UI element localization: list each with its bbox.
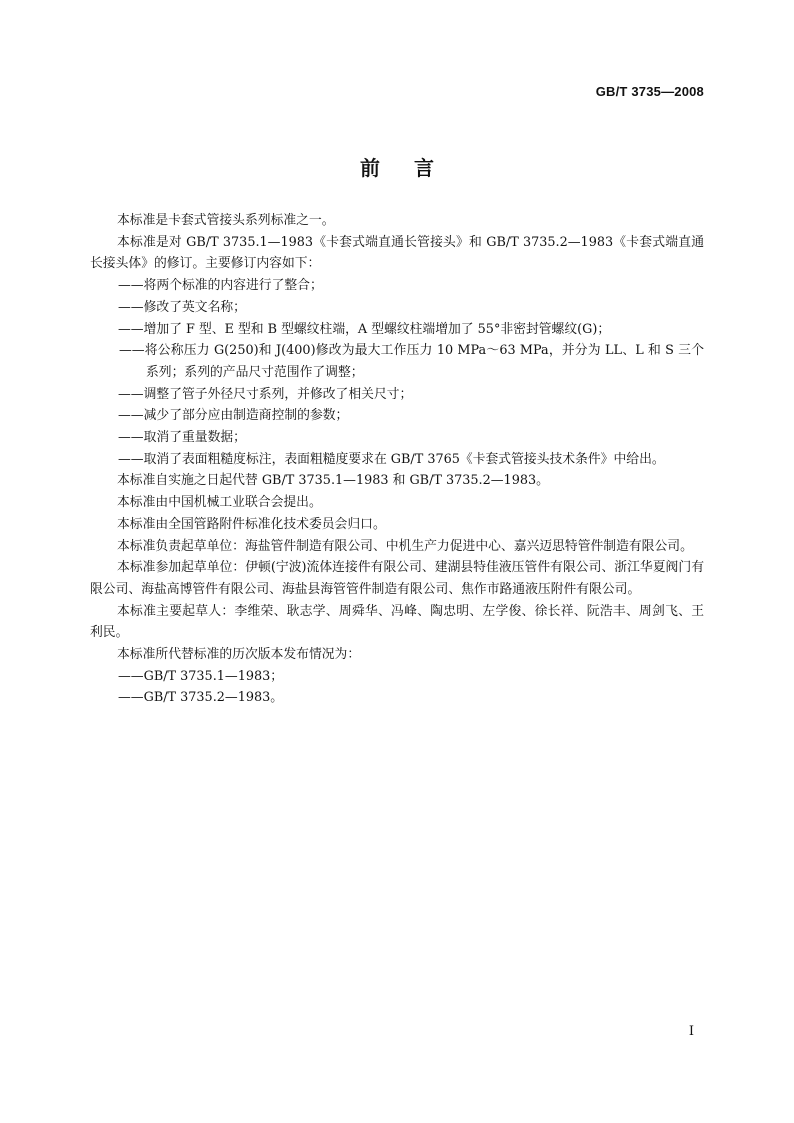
list-item: ——修改了英文名称； — [118, 299, 246, 315]
page-title: 前言 — [360, 156, 468, 180]
list-item: ——将两个标准的内容进行了整合； — [118, 278, 323, 294]
foreword-body — [90, 210, 704, 709]
paragraph: 本标准是对 GB/T 3735.1—1983《卡套式端直通长管接头》和 GB/T 3735.2—1983《卡套式端直通长接头体》的修订。主要修订内容如下： — [90, 234, 704, 272]
paragraph: 本标准是卡套式管接头系列标准之一。 — [117, 213, 335, 228]
list-item: ——调整了管子外径尺寸系列，并修改了相关尺寸； — [118, 386, 413, 402]
page-number: I — [688, 1024, 694, 1039]
list-item: ——取消了表面粗糙度标注，表面粗糙度要求在 GB/T 3765《卡套式管接头技术条件》中给出。 — [118, 451, 665, 467]
list-item: ——增加了 F 型、E 型和 B 型螺纹柱端，A 型螺纹柱端增加了 55°非密封管螺纹(G)； — [118, 321, 611, 337]
list-item: ——减少了部分应由制造商控制的参数； — [118, 408, 349, 424]
paragraph: 本标准参加起草单位：伊顿(宁波)流体连接件有限公司、建湖县特佳液压管件有限公司、浙江华夏阀门有限公司、海盐高博管件有限公司、海盐县海管管件制造有限公司、焦作市路通液压附件有限公司。 — [90, 560, 704, 597]
paragraph: 本标准所代替标准的历次版本发布情况为： — [117, 647, 361, 663]
list-item: ——将公称压力 G(250)和 J(400)修改为最大工作压力 10 MPa～63 MPa，并分为 LL、L 和 S 三个系列；系列的产品尺寸范围作了调整； — [119, 343, 704, 380]
paragraph: 本标准负责起草单位：海盐管件制造有限公司、中机生产力促进中心、嘉兴迈思特管件制造有限公司。 — [117, 538, 693, 554]
paragraph: 本标准主要起草人：李维荣、耿志学、周舜华、冯峰、陶忠明、左学俊、徐长祥、阮浩丰、周剑飞、王利民。 — [90, 603, 704, 641]
list-item: ——GB/T 3735.1—1983； — [118, 668, 284, 684]
list-item: ——GB/T 3735.2—1983。 — [118, 690, 284, 706]
standard-number: GB/T 3735—2008 — [595, 84, 704, 99]
list-item: ——取消了重量数据； — [118, 430, 246, 446]
paragraph: 本标准自实施之日起代替 GB/T 3735.1—1983 和 GB/T 3735.2—1983。 — [117, 473, 549, 489]
paragraph: 本标准由全国管路附件标准化技术委员会归口。 — [117, 516, 386, 532]
paragraph: 本标准由中国机械工业联合会提出。 — [117, 495, 322, 511]
